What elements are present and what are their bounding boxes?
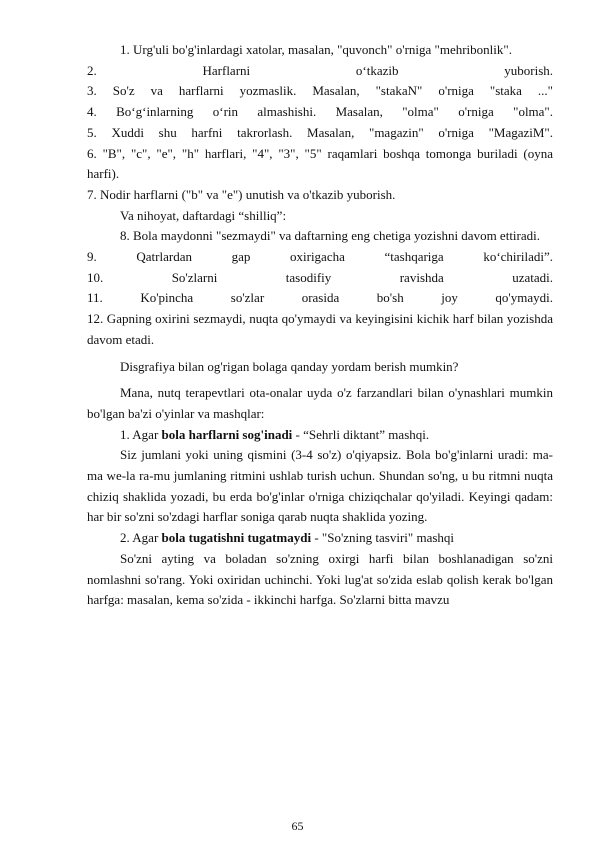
exercise-2-bold: bola tugatishni tugatmaydi: [161, 530, 312, 546]
error-item-7: 7. Nodir harflarni ("b" va "e") unutish va o'tkazib yuborish.: [87, 186, 396, 202]
exercise-2-prefix: 2. Agar: [120, 530, 162, 546]
error-item-10: 10. So'zlarni tasodifiy ravishda uzatadi.: [87, 269, 553, 285]
section-question: Disgrafiya bilan og'rigan bolaga qanday yordam berish mumkin?: [120, 358, 459, 374]
exercise-1-body: Siz jumlani yoki uning qismini (3-4 so'z) o'qiyapsiz. Bola bo'g'inlarni uradi: ma-ma we-la ra-mu jumlaning ritmini ushlab turish uchun. Shundan so'ng, u bu ritmni nuqta chiziq shaklida yozadi, bu erda bo'g'inlar o'rniga chiziqchalar qo'yiladi. Keyingi qadam: har bir so'zni so'zdagi harflar soniga qarab nuqta shaklida yozing.: [87, 447, 553, 525]
intro-paragraph: Mana, nutq terapevtlari ota-onalar uyda o'z farzandlari bilan o'ynashlari mumkin bo'lgan ba'zi o'yinlar va mashqlar:: [87, 385, 553, 421]
error-item-12: 12. Gapning oxirini sezmaydi, nuqta qo'ymaydi va keyingisini kichik harf bilan yozishda davom etadi.: [87, 311, 553, 347]
error-item-6: 6. "B", "c", "e", "h" harflari, "4", "3", "5" raqamlari boshqa tomonga buriladi (oyna harfi).: [87, 145, 553, 182]
error-item-11: 11. Ko'pincha so'zlar orasida bo'sh joy qo'ymaydi.: [87, 290, 553, 306]
error-item-2: 2. Harflarni o‘tkazib yuborish.: [87, 62, 553, 78]
exercise-2-suffix: - "So'zning tasviri" mashqi: [311, 530, 455, 546]
error-item-8: 8. Bola maydonni "sezmaydi" va daftarning eng chetiga yozishni davom ettiradi.: [120, 228, 540, 244]
error-item-4: 4. Bo‘g‘inlarning o‘rin almashishi. Masalan, "olma" o'rniga "olma".: [87, 104, 553, 120]
exercise-2-body: So'zni ayting va boladan so'zning oxirgi harfi bilan boshlanadigan so'zni nomlashni so'rang. Yoki oxiridan uchinchi. Yoki lug'at so'zida eslab qolish kerak bo'lgan harfga: masalan, kema so'zida - ikkinchi harfga. So'zlarni bitta mavzu: [87, 550, 553, 608]
document-page: [87, 40, 553, 611]
exercise-1-prefix: 1. Agar: [120, 426, 162, 442]
error-item-9: 9. Qatrlardan gap oxirigacha “tashqariga ko‘chiriladi”.: [87, 249, 553, 265]
error-item-3: 3. So'z va harflarni yozmaslik. Masalan, "stakaN" o'rniga "staka ...": [87, 83, 553, 99]
error-item-1: 1. Urg'uli bo'g'inlardagi xatolar, masalan, "quvonch" o'rniga "mehribonlik".: [120, 42, 512, 57]
page-number: 65: [291, 819, 304, 833]
exercise-1-suffix: - “Sehrli diktant” mashqi.: [292, 426, 430, 442]
exercise-1-heading: [87, 425, 553, 446]
error-item-5: 5. Xuddi shu harfni takrorlash. Masalan, "magazin" o'rniga "MagaziM".: [87, 124, 553, 140]
exercise-2-heading: [87, 528, 553, 549]
exercise-1-bold: bola harflarni sog'inadi: [161, 426, 293, 442]
notebook-intro: Va nihoyat, daftardagi “shilliq”:: [120, 207, 287, 223]
